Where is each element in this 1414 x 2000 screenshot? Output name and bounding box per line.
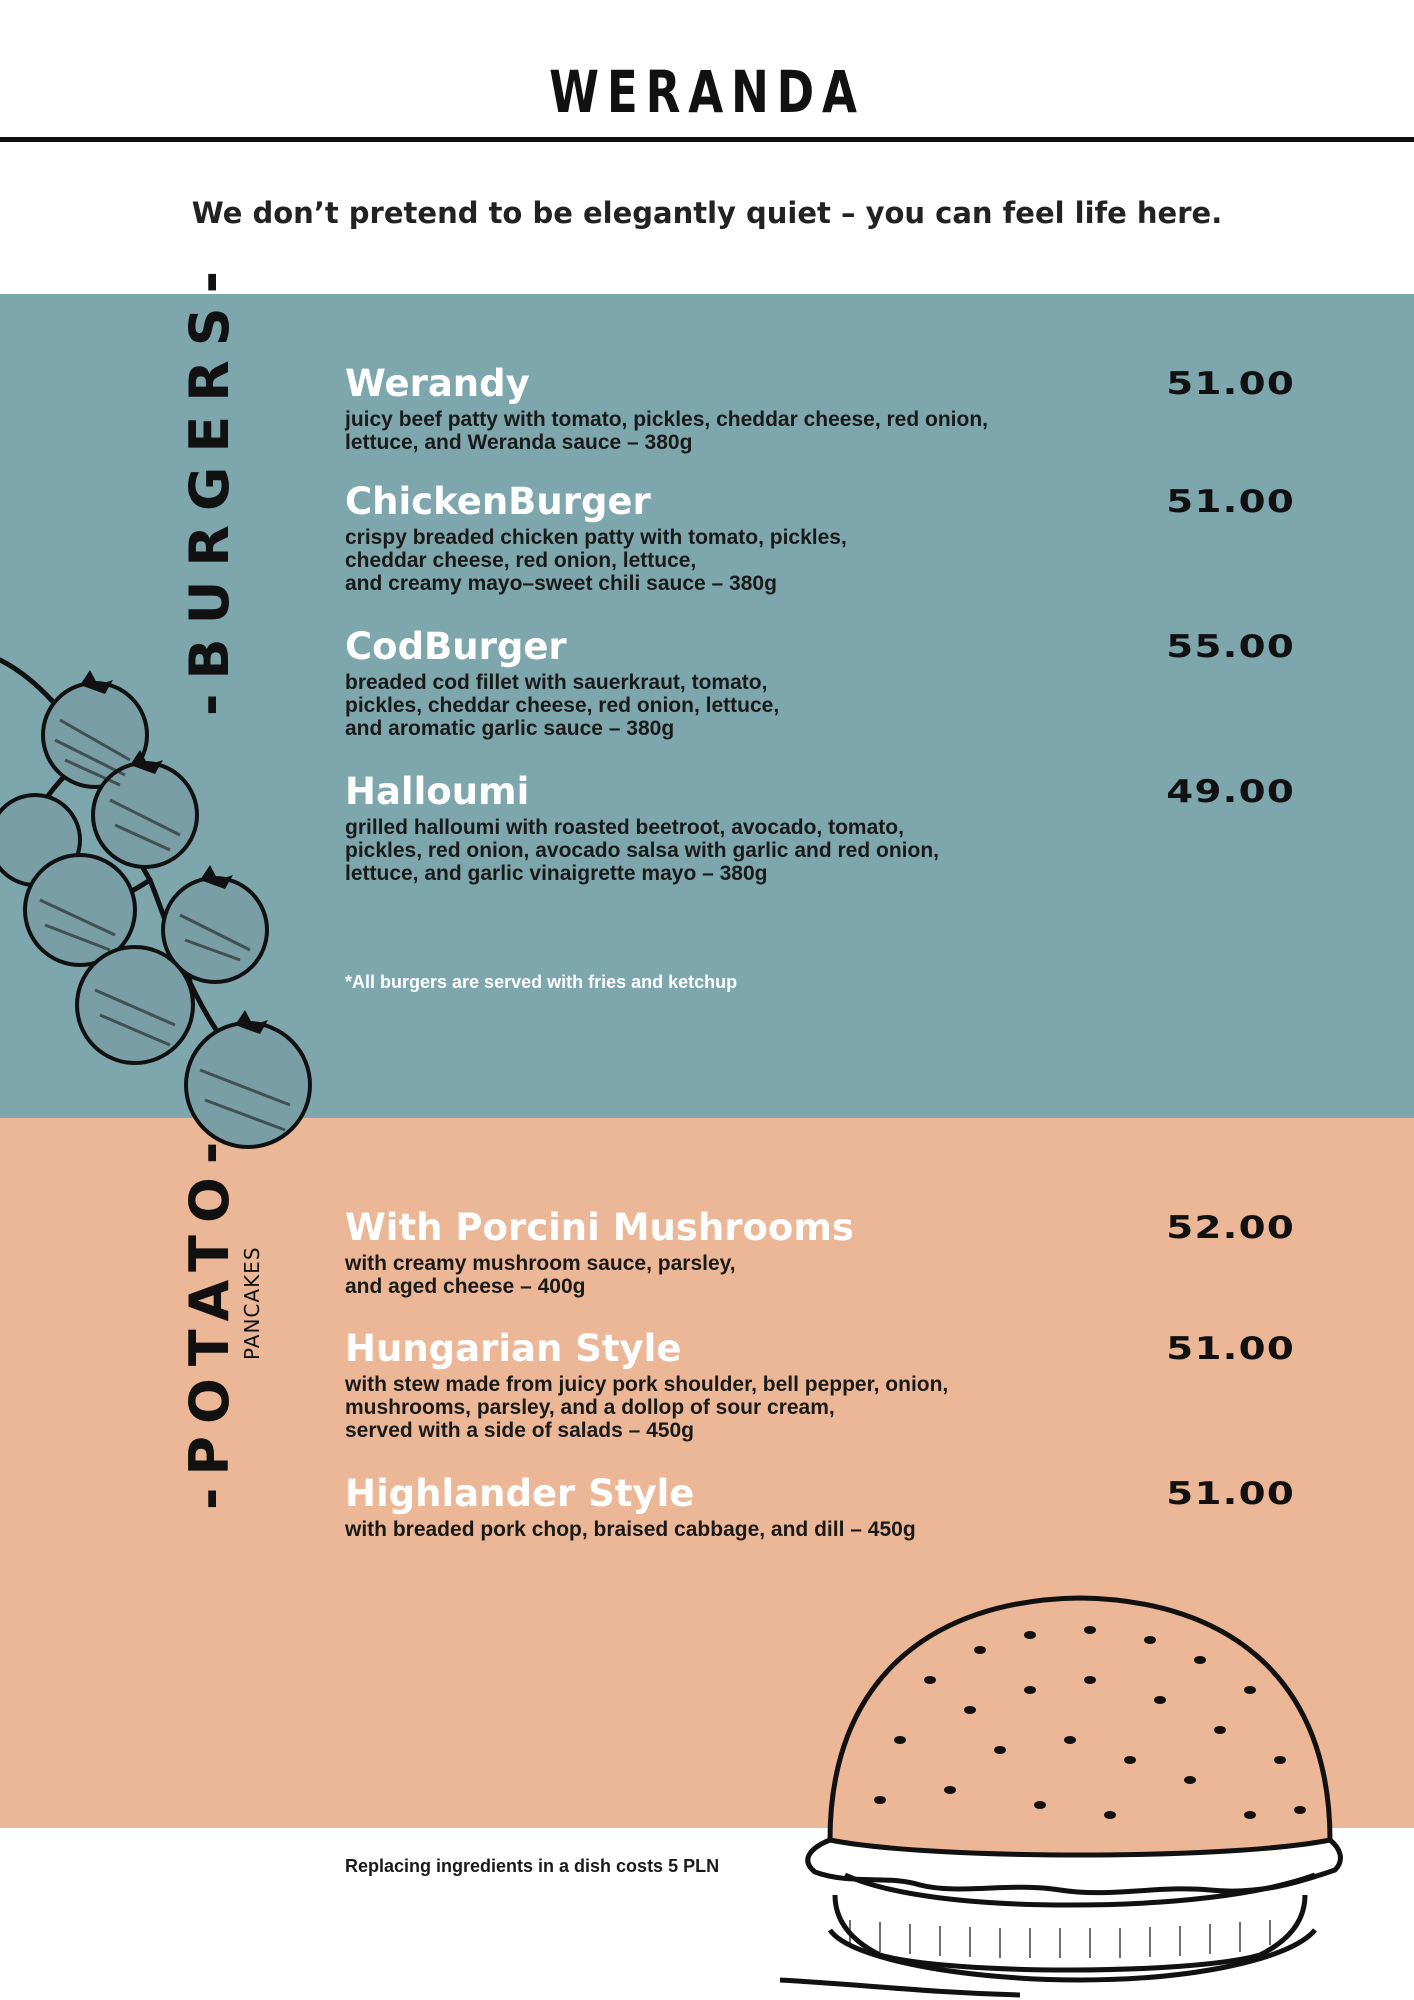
item-description: grilled halloumi with roasted beetroot, avocado, tomato, pickles, red onion, avocado salsa with garlic and red onion, lettuce, and garlic vinaigrette mayo – 380g — [345, 816, 939, 885]
item-name: Hungarian Style — [345, 1327, 682, 1370]
item-price: 49.00 — [1166, 774, 1295, 810]
tagline: We don’t pretend to be elegantly quiet – you can feel life here. — [191, 196, 1223, 230]
burgers-note: *All burgers are served with fries and ketchup — [345, 972, 738, 992]
menu-item — [345, 1206, 1295, 1298]
footer-note: Replacing ingredients in a dish costs 5 PLN — [345, 1856, 720, 1876]
item-name: With Porcini Mushrooms — [345, 1206, 854, 1249]
item-name: Highlander Style — [345, 1472, 695, 1515]
item-price: 51.00 — [1166, 366, 1295, 402]
burger-illustration — [770, 1590, 1360, 2000]
item-price: 52.00 — [1166, 1210, 1295, 1246]
pancakes-subtitle: PANCAKES — [240, 1246, 264, 1360]
item-name: Werandy — [345, 362, 530, 405]
item-price: 51.00 — [1166, 1476, 1295, 1512]
header-divider — [0, 137, 1414, 142]
burgers-section-title: -BURGERS- — [178, 256, 241, 716]
menu-item — [345, 625, 1295, 740]
item-price: 51.00 — [1166, 1331, 1295, 1367]
item-description: with creamy mushroom sauce, parsley, and aged cheese – 400g — [345, 1252, 736, 1298]
item-name: ChickenBurger — [345, 480, 651, 523]
item-description: with stew made from juicy pork shoulder, bell pepper, onion, mushrooms, parsley, and a dollop of sour cream, served with a side of salads – 450g — [345, 1373, 949, 1442]
item-description: juicy beef patty with tomato, pickles, cheddar cheese, red onion, lettuce, and Weranda sauce – 380g — [345, 408, 988, 454]
menu-header — [0, 0, 1414, 140]
item-description: crispy breaded chicken patty with tomato, pickles, cheddar cheese, red onion, lettuce, and creamy mayo–sweet chili sauce – 380g — [345, 526, 847, 595]
item-price: 55.00 — [1166, 629, 1295, 665]
menu-item — [345, 480, 1295, 595]
restaurant-name: WERANDA — [549, 58, 865, 126]
item-description: with breaded pork chop, braised cabbage, and dill – 450g — [345, 1518, 916, 1541]
menu-item — [345, 770, 1295, 885]
menu-item — [345, 362, 1295, 454]
item-name: Halloumi — [345, 770, 530, 813]
item-description: breaded cod fillet with sauerkraut, tomato, pickles, cheddar cheese, red onion, lettuce, and aromatic garlic sauce – 380g — [345, 671, 780, 740]
item-name: CodBurger — [345, 625, 567, 668]
tomato-vine-illustration — [0, 640, 320, 1160]
potato-section-title: -POTATO- — [178, 1129, 241, 1510]
menu-item — [345, 1472, 1295, 1541]
item-price: 51.00 — [1166, 484, 1295, 520]
menu-item — [345, 1327, 1295, 1442]
